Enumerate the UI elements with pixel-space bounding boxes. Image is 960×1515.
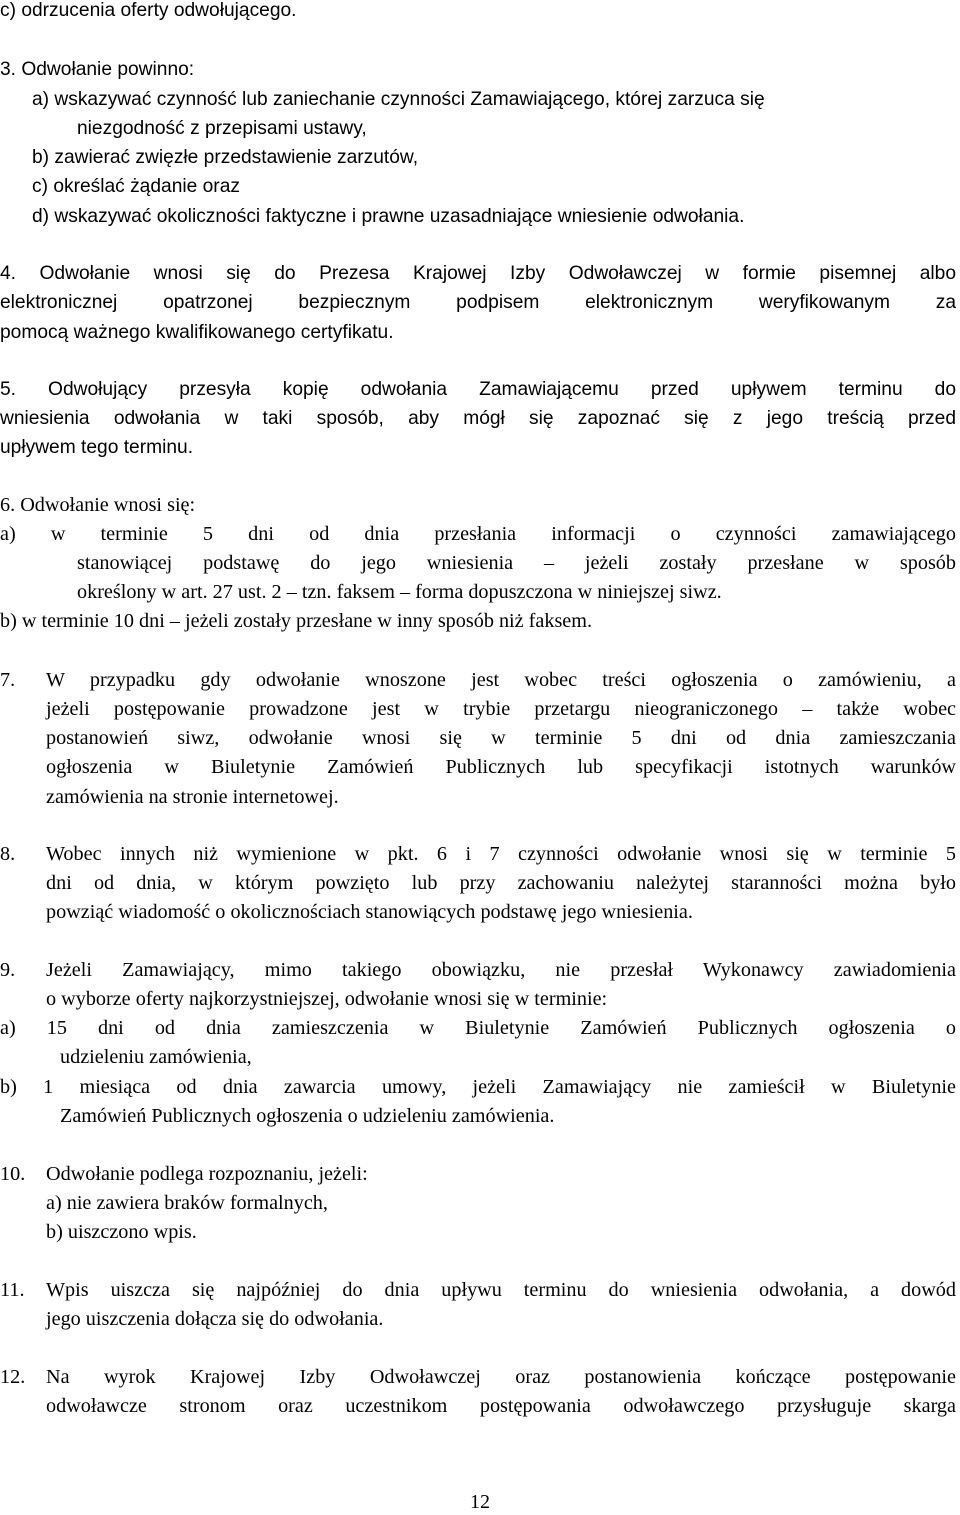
- text-line: pomocą ważnego kwalifikowanego certyfikatu.: [0, 322, 394, 343]
- item-number: 9.: [0, 959, 16, 981]
- text-line: a) 15 dni od dnia zamieszczenia w Biuletynie Zamówień Publicznych ogłoszenia o: [0, 1017, 956, 1039]
- text-line: 5. Odwołujący przesyła kopię odwołania Zamawiającemu przed upływem terminu do: [0, 379, 956, 400]
- text-line: 6. Odwołanie wnosi się:: [0, 494, 196, 516]
- text-line: W przypadku gdy odwołanie wnoszone jest wobec treści ogłoszenia o zamówieniu, a: [46, 669, 956, 691]
- text-line: Wobec innych niż wymienione w pkt. 6 i 7 czynności odwołanie wnosi się w terminie 5: [46, 843, 956, 865]
- item-number: 8.: [0, 843, 16, 865]
- text-line: a) nie zawiera braków formalnych,: [46, 1192, 328, 1214]
- text-line: niezgodność z przepisami ustawy,: [77, 118, 367, 139]
- text-line: a) w terminie 5 dni od dnia przesłania informacji o czynności zamawiającego: [0, 523, 956, 545]
- text-line: Wpis uiszcza się najpóźniej do dnia upływu terminu do wniesienia odwołania, a dowód: [46, 1279, 956, 1301]
- text-line: Odwołanie podlega rozpoznaniu, jeżeli:: [46, 1163, 368, 1185]
- text-line: odwoławcze stronom oraz uczestnikom postępowania odwoławczego przysługuje skarga: [46, 1395, 956, 1417]
- text-line: 3. Odwołanie powinno:: [0, 59, 195, 80]
- text-line: udzieleniu zamówienia,: [60, 1046, 252, 1068]
- text-line: dni od dnia, w którym powzięto lub przy zachowaniu należytej staranności można było: [46, 872, 956, 894]
- item-number: 12.: [0, 1366, 26, 1388]
- text-line: Zamówień Publicznych ogłoszenia o udzieleniu zamówienia.: [60, 1105, 555, 1127]
- text-line: b) uiszczono wpis.: [46, 1221, 197, 1243]
- text-line: powziąć wiadomość o okolicznościach stanowiących podstawę jego wniesienia.: [46, 901, 693, 923]
- text-line: b) 1 miesiąca od dnia zawarcia umowy, jeżeli Zamawiający nie zamieścił w Biuletynie: [0, 1076, 956, 1098]
- text-line: o wyborze oferty najkorzystniejszej, odwołanie wnosi się w terminie:: [46, 988, 608, 1010]
- text-line: zamówienia na stronie internetowej.: [46, 786, 339, 808]
- text-line: c) odrzucenia oferty odwołującego.: [0, 0, 297, 21]
- text-line: 4. Odwołanie wnosi się do Prezesa Krajowej Izby Odwoławczej w formie pisemnej albo: [0, 263, 956, 284]
- text-line: Na wyrok Krajowej Izby Odwoławczej oraz postanowienia kończące postępowanie: [46, 1366, 956, 1388]
- text-line: b) w terminie 10 dni – jeżeli zostały przesłane w inny sposób niż faksem.: [0, 610, 593, 632]
- text-line: upływem tego terminu.: [0, 437, 194, 458]
- text-line: a) wskazywać czynność lub zaniechanie czynności Zamawiającego, której zarzuca się: [32, 89, 765, 110]
- text-line: wniesienia odwołania w taki sposób, aby mógł się zapoznać się z jego treścią przed: [0, 408, 956, 429]
- text-line: jeżeli postępowanie prowadzone jest w trybie przetargu nieograniczonego – także wobec: [46, 698, 956, 720]
- text-line: d) wskazywać okoliczności faktyczne i prawne uzasadniające wniesienie odwołania.: [32, 206, 745, 227]
- page-number: 12: [470, 1491, 490, 1513]
- item-number: 11.: [0, 1279, 25, 1301]
- text-line: c) określać żądanie oraz: [32, 176, 240, 197]
- text-line: b) zawierać zwięzłe przedstawienie zarzutów,: [32, 147, 419, 168]
- text-line: Jeżeli Zamawiający, mimo takiego obowiązku, nie przesłał Wykonawcy zawiadomienia: [46, 959, 956, 981]
- text-line: stanowiącej podstawę do jego wniesienia – jeżeli zostały przesłane w sposób: [77, 552, 956, 574]
- text-line: określony w art. 27 ust. 2 – tzn. faksem – forma dopuszczona w niniejszej siwz.: [77, 581, 722, 603]
- text-line: elektronicznej opatrzonej bezpiecznym podpisem elektronicznym weryfikowanym za: [0, 292, 956, 313]
- text-line: jego uiszczenia dołącza się do odwołania.: [46, 1308, 384, 1330]
- text-line: postanowień siwz, odwołanie wnosi się w terminie 5 dni od dnia zamieszczania: [46, 727, 956, 749]
- item-number: 7.: [0, 669, 16, 691]
- text-line: ogłoszenia w Biuletynie Zamówień Publicznych lub specyfikacji istotnych warunków: [46, 756, 956, 778]
- item-number: 10.: [0, 1163, 26, 1185]
